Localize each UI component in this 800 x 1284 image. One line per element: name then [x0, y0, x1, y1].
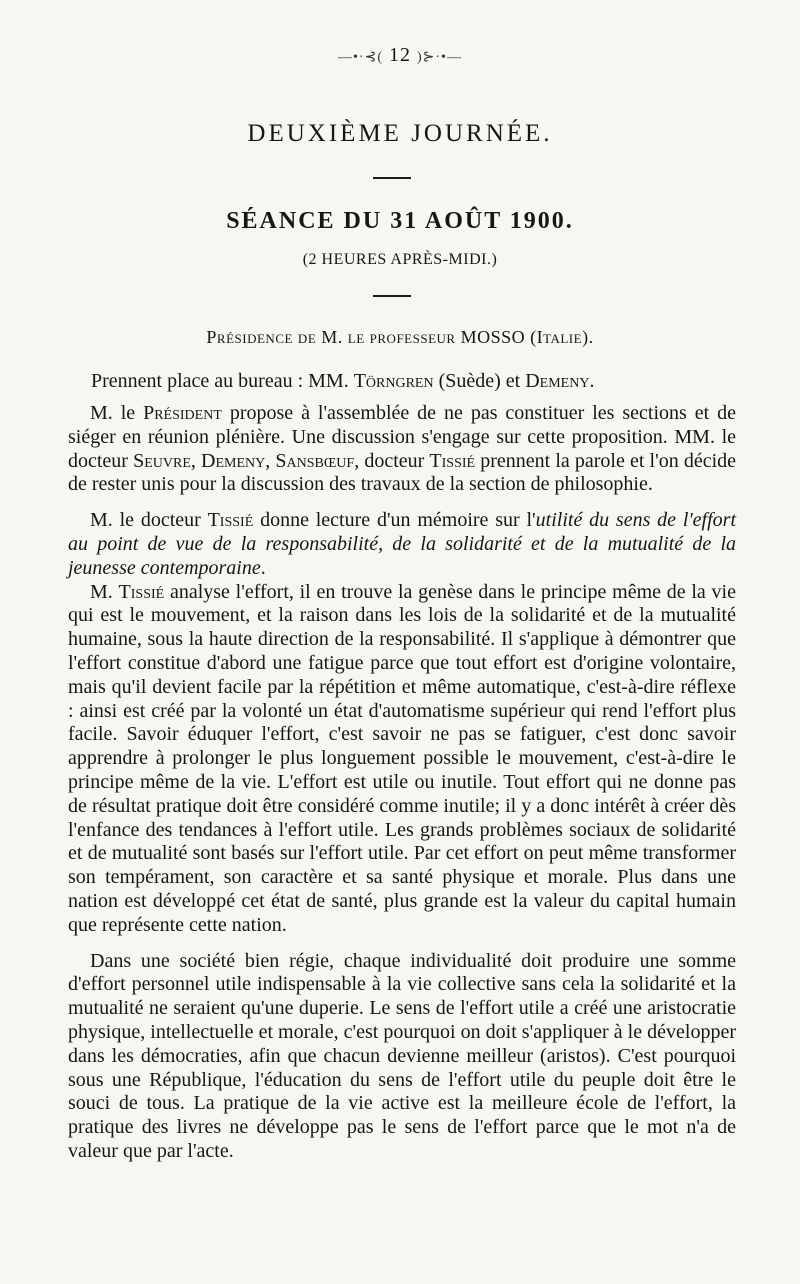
session-time: (2 HEURES APRÈS-MIDI.)	[302, 251, 498, 268]
bureau-line	[91, 370, 741, 393]
person-name: Président	[143, 402, 222, 424]
person-name: Törngren	[353, 370, 434, 392]
text-run: ,	[265, 449, 276, 472]
text-run: prennent la parole et l'on décide de rester unis pour la discussion des travaux de la section de philosophie.	[68, 449, 736, 496]
person-name: Tissié	[429, 449, 476, 472]
person-name: Demeny	[525, 370, 590, 392]
bureau-text: Prennent place au bureau : MM.	[91, 370, 354, 392]
page-number: 12	[389, 44, 411, 66]
paragraph-2	[68, 509, 736, 580]
text-run: M. le	[90, 402, 144, 424]
ornament-right: )⊱·•—	[417, 50, 462, 65]
day-title: DEUXIÈME JOURNÉE.	[247, 120, 553, 147]
page-header	[0, 44, 800, 67]
paragraph-1	[68, 402, 736, 497]
person-name: Tissié	[118, 580, 165, 603]
text-run: .	[260, 556, 266, 579]
text-run: M.	[90, 580, 119, 603]
text-run: analyse l'effort, il en trouve la genèse dans le principe même de la vie qui est le mouvement, et la raison dans les lois de la solidarité et de la mutualité humaine, sous la haute direction de la responsabilité. Il s'applique à démontrer que l'effort constitue d'abord une fatigue parce que tout effort est d'origine volontaire, mais qu'il devient facile par la répétition et même automatique, c'est-à-dire réflexe : ainsi est créé par la volonté un état d'automatisme supérieur qui rend l'effort plus facile. Savoir éduquer l'effort, c'est savoir ne pas se fatiguer, c'est donc savoir apprendre à prolonger le plus longuement possible le mouvement, c'est-à-dire le principe même de la vie. L'effort est utile ou inutile. Tout effort qui ne donne pas de résultat pratique doit être considéré comme inutile; il y a donc intérêt à créer dès l'enfance des tendances à l'effort utile. Les grands problèmes sociaux de solidarité et de mutualité sont basés sur l'effort utile. Par cet effort on peut même transformer son tempérament, son caractère et sa santé physique et morale. Plus dans une nation est développé cet état de santé, plus grande est la valeur du capital humain que représente cette nation.	[68, 580, 736, 936]
text-run: propose à l'assemblée de ne pas constituer les sections et de siéger en réunion plénière. Une discussion s'engage sur cette proposition. MM. le docteur	[68, 402, 736, 472]
text-run: ,	[190, 449, 202, 472]
divider-rule	[373, 177, 411, 179]
bureau-text: (Suède) et	[433, 370, 526, 392]
ornament-left: —•·⊰(	[338, 50, 383, 65]
text-run: , docteur	[354, 449, 430, 472]
person-name: Sansbœuf	[275, 449, 355, 472]
session-title: SÉANCE DU 31 AOÛT 1900.	[226, 208, 574, 234]
body-text	[68, 402, 736, 1176]
bureau-text: .	[589, 370, 595, 392]
presidency-line: Présidence de M. le professeur MOSSO (Italie).	[206, 327, 594, 347]
text-run: donne lecture d'un mémoire sur l'	[253, 509, 536, 532]
paragraph-4: Dans une société bien régie, chaque individualité doit produire une somme d'effort personnel utile indispensable à la vie collective sans cela la solidarité et la mutualité ne seraient qu'une duperie. Le sens de l'effort utile a créé une aristocratie physique, intellectuelle et morale, c'est pourquoi on doit s'appliquer à le développer dans les démocraties, afin que chacun devienne meilleur (aristos). C'est pourquoi sous une République, l'éducation du sens de l'effort utile du peuple doit être le souci de tous. La pratique de la vie active est la meilleure école de l'effort, la pratique des livres ne développe pas le sens de l'effort parce que le mot n'a de valeur que par l'acte.	[68, 949, 736, 1162]
divider-rule	[373, 295, 411, 297]
person-name: Tissié	[207, 509, 254, 532]
person-name: Demeny	[201, 449, 266, 472]
text-run: M. le docteur	[90, 509, 208, 532]
memoir-title: utilité du sens de l'effort au point de vue de la responsabilité, de la solidarité et de la mutualité de la jeunesse contemporaine	[68, 509, 737, 579]
paragraph-3	[68, 581, 736, 938]
person-name: Seuvre	[133, 449, 191, 472]
